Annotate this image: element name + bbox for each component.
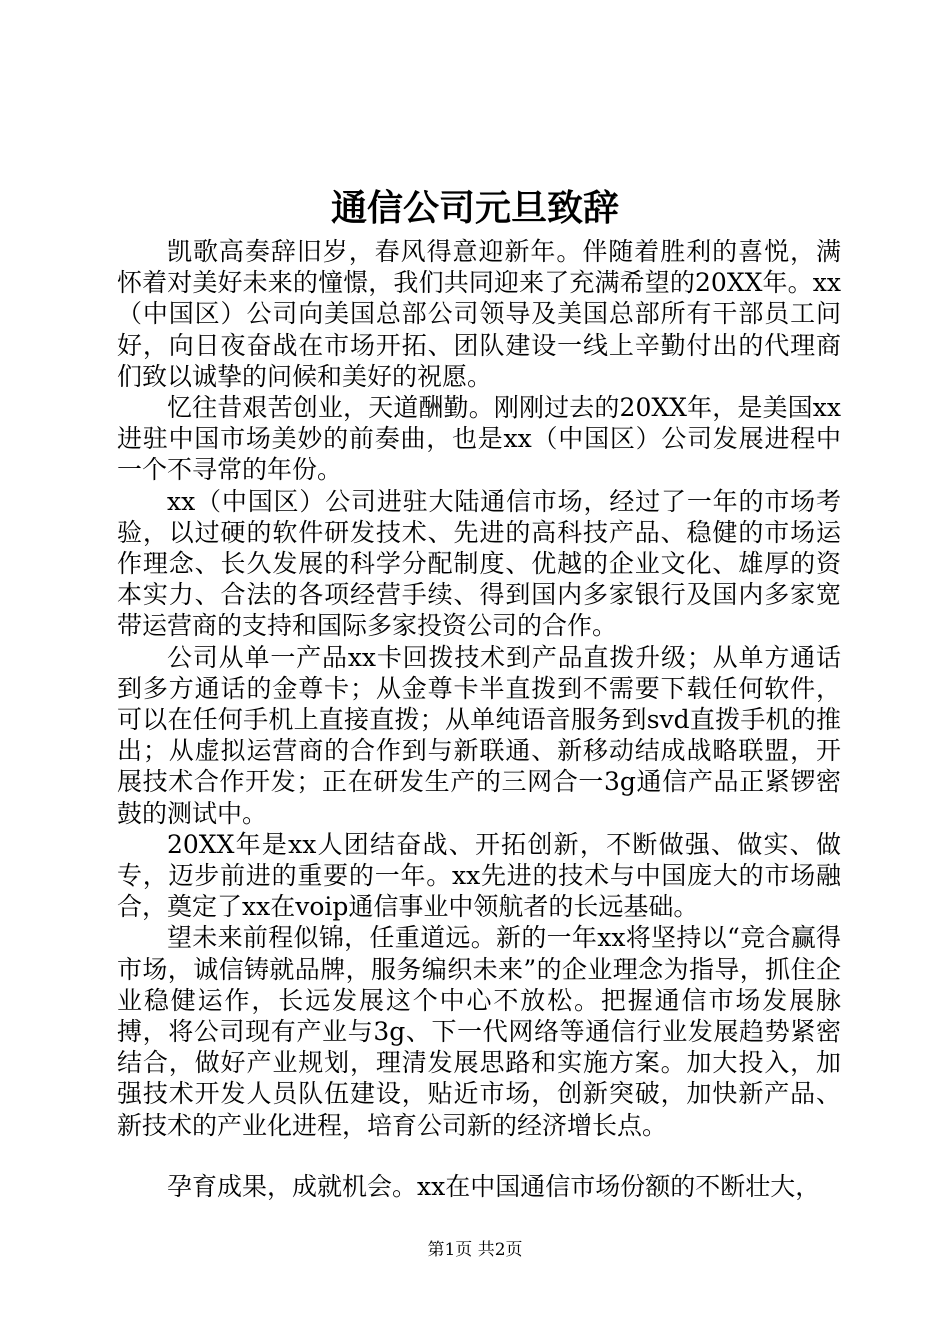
paragraph: 公司从单一产品xx卡回拨技术到产品直拨升级；从单方通话到多方通话的金尊卡；从金尊卡半直拨到不需要下载任何软件，可以在任何手机上直接直拨；从单纯语音服务到svd直拨手机的推出；从虚拟运营商的合作到与新联通、新移动结成战略联盟，开展技术合作开发；正在研发生产的三网合一3g通信产品正紧锣密鼓的测试中。 <box>117 642 841 828</box>
paragraph: 20XX年是xx人团结奋战、开拓创新，不断做强、做实、做专，迈步前进的重要的一年。xx先进的技术与中国庞大的市场融合，奠定了xx在voip通信事业中领航者的长远基础。 <box>117 829 841 922</box>
paragraph: 忆往昔艰苦创业，天道酬勤。刚刚过去的20XX年，是美国xx进驻中国市场美妙的前奏曲，也是xx（中国区）公司发展进程中一个不寻常的年份。 <box>117 393 841 485</box>
paragraph: xx（中国区）公司进驻大陆通信市场，经过了一年的市场考验，以过硬的软件研发技术、先进的高科技产品、稳健的市场运作理念、长久发展的科学分配制度、优越的企业文化、雄厚的资本实力、合法的各项经营手续、得到国内多家银行及国内多家宽带运营商的支持和国际多家投资公司的合作。 <box>117 486 841 641</box>
document-title: 通信公司元旦致辞 <box>330 187 619 229</box>
paragraph: 望未来前程似锦，任重道远。新的一年xx将坚持以“竞合赢得市场，诚信铸就品牌，服务编织未来”的企业理念为指导，抓住企业稳健运作，长远发展这个中心不放松。把握通信市场发展脉搏，将公司现有产业与3g、下一代网络等通信行业发展趋势紧密结合，做好产业规划，理清发展思路和实施方案。加大投入，加强技术开发人员队伍建设，贴近市场，创新突破，加快新产品、新技术的产业化进程，培育公司新的经济增长点。 <box>117 923 841 1140</box>
paragraph: 凯歌高奏辞旧岁，春风得意迎新年。伴随着胜利的喜悦，满怀着对美好未来的憧憬，我们共同迎来了充满希望的20XX年。xx（中国区）公司向美国总部公司领导及美国总部所有干部员工问好，向日夜奋战在市场开拓、团队建设一线上辛勤付出的代理商们致以诚挚的问候和美好的祝愿。 <box>117 237 841 391</box>
document-body <box>117 236 841 1202</box>
page-number-footer: 第1页 共2页 <box>427 1240 523 1260</box>
paragraph: 孕育成果，成就机会。xx在中国通信市场份额的不断壮大， <box>167 1171 821 1201</box>
